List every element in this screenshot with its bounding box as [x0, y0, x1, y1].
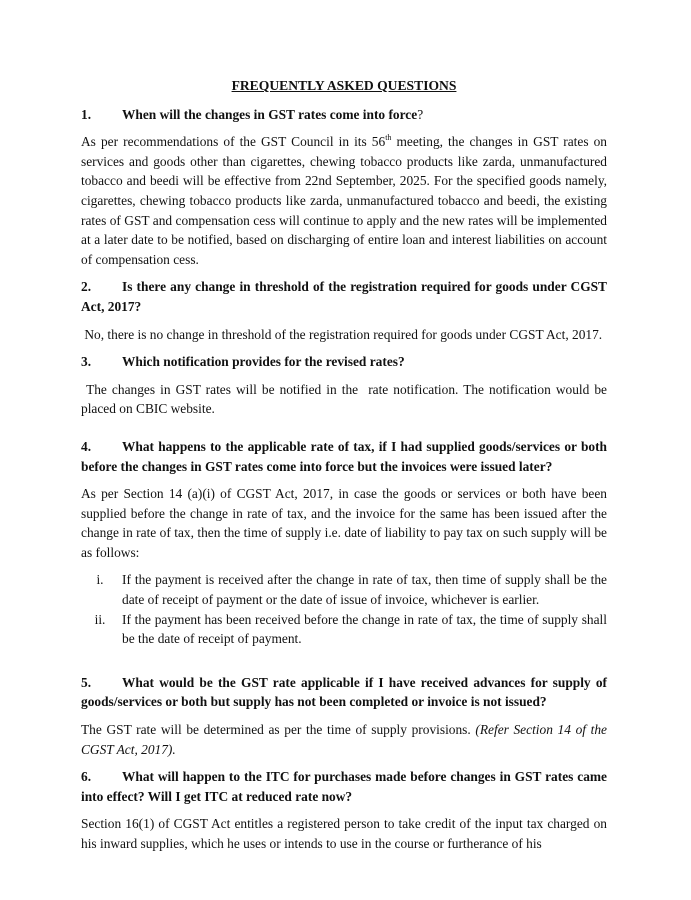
superscript: th — [385, 133, 392, 143]
question-text: What happens to the applicable rate of tax, if I had supplied goods/services or both before the changes in GST rates come into force but the invoices were issued later? — [81, 438, 607, 474]
answer-reference: (Refer Section 14 of the CGST Act, 2017). — [81, 722, 607, 757]
list-item-text: If the payment is received after the change in rate of tax, then time of supply shall be the date of receipt of payment or the date of issue of invoice, whichever is earlier. — [122, 572, 607, 608]
faq-answer-1 — [81, 132, 607, 269]
list-item-number: i. — [96, 572, 104, 588]
question-number: 3. — [81, 354, 92, 370]
question-text: Is there any change in threshold of the registration required for goods under CGST Act, 2017? — [81, 279, 607, 314]
spacer — [81, 663, 607, 673]
faq-answer-2: No, there is no change in threshold of the registration required for goods under CGST Act, 2017. — [81, 326, 603, 342]
question-number: 5. — [81, 674, 92, 690]
faq-answer-5 — [81, 720, 607, 759]
faq-answer-3: The changes in GST rates will be notified in the rate notification. The notification would be placed on CBIC website. — [81, 381, 611, 417]
list-item — [81, 610, 607, 649]
answer-text-post: meeting, the changes in GST rates on services and goods other than cigarettes, chewing tobacco products like zarda, unmanufactured tobacco and beedi will be effective from 22nd September, 2025. For the specified goods namely, cigarettes, chewing tobacco products like zarda, unmanufactured tobacco and beedi, the existing rates of GST and compensation cess will continue to apply and the new rates will be implemented at a later date to be notified, based on discharging of entire loan and interest liabilities on account of compensation cess. — [81, 134, 608, 267]
faq-answer-6: Section 16(1) of CGST Act entitles a registered person to take credit of the input tax charged on his inward supplies, which he uses or intends to use in the course or furtherance of his — [81, 816, 607, 851]
list-item-number: ii. — [94, 611, 106, 627]
answer-text: The GST rate will be determined as per the time of supply provisions. — [81, 722, 476, 738]
question-text: What would be the GST rate applicable if I have received advances for supply of goods/services or both but supply has not been completed or invoice is not issued? — [81, 674, 607, 710]
question-number: 4. — [81, 438, 92, 454]
question-number: 6. — [81, 769, 92, 785]
list-item-text: If the payment has been received before the change in rate of tax, the time of supply shall be the date of receipt of payment. — [122, 611, 607, 647]
faq-question-3 — [81, 352, 607, 372]
question-text: What will happen to the ITC for purchases made before changes in GST rates came into effect? Will I get ITC at reduced rate now? — [81, 769, 607, 804]
roman-list — [81, 570, 607, 648]
faq-answer-4: As per Section 14 (a)(i) of CGST Act, 2017, in case the goods or services or both have been supplied before the change in rate of tax, and the invoice for the same has been issued after the change in rate of tax, then the time of supply i.e. date of liability to pay tax on such supply will be as follows: — [81, 486, 607, 560]
list-item — [81, 570, 607, 609]
faq-question-6 — [81, 767, 607, 806]
question-number: 2. — [81, 279, 92, 295]
spacer — [81, 427, 607, 437]
question-text: Which notification provides for the revised rates? — [122, 354, 405, 370]
faq-question-1 — [81, 105, 607, 125]
faq-question-5 — [81, 673, 607, 712]
question-mark: ? — [417, 106, 424, 122]
page-title: FREQUENTLY ASKED QUESTIONS — [231, 78, 457, 93]
faq-question-2 — [81, 277, 607, 316]
question-number: 1. — [81, 106, 92, 122]
answer-text-pre: As per recommendations of the GST Council in its 56 — [81, 134, 386, 150]
question-text: When will the changes in GST rates come into force — [122, 106, 418, 122]
faq-question-4 — [81, 437, 607, 476]
